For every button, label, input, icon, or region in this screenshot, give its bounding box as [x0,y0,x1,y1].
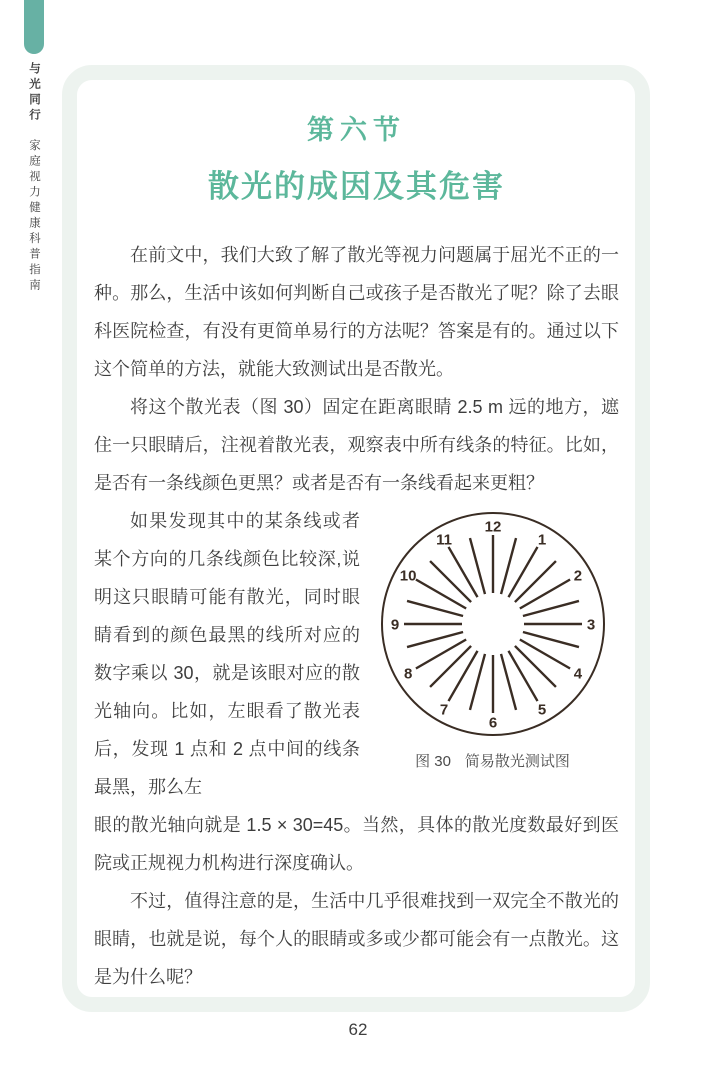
svg-text:4: 4 [573,665,582,683]
svg-text:9: 9 [390,616,399,634]
page-number: 62 [348,1020,368,1039]
svg-text:8: 8 [403,665,412,683]
paragraph-2: 将这个散光表（图 30）固定在距离眼睛 2.5 m 远的地方，遮住一只眼睛后，注视着散光表，观察表中所有线条的特征。比如，是否有一条线颜色更黑？或者是否有一条线看起来更粗？ [94,397,619,493]
text-and-figure-row [94,502,619,806]
svg-text:2: 2 [573,567,582,585]
spine-series-title: 与光同行 [28,62,40,124]
figure-30 [366,502,619,772]
svg-text:12: 12 [484,518,501,536]
paragraph-4: 不过，值得注意的是，生活中几乎很难找到一双完全不散光的眼睛，也就是说，每个人的眼睛或多或少都可能会有一点散光。这是为什么呢？ [94,891,619,987]
svg-text:7: 7 [439,701,448,719]
section-header [94,108,619,206]
astigmatism-dial-diagram [373,506,613,742]
section-label: 第六节 [307,115,406,145]
section-title: 散光的成因及其危害 [208,169,505,204]
spine [23,62,45,294]
astigmatism-dial-icon [373,506,613,742]
body-text [94,236,619,996]
page-content [77,80,635,997]
figure-caption-label: 图 30 [415,753,451,770]
figure-caption [366,752,619,772]
page-frame [62,65,650,1012]
paragraph-3-beside-figure: 如果发现其中的某条线或者某个方向的几条线颜色比较深,说明这只眼睛可能有散光，同时眼睛看到的颜色最黑的线所对应的数字乘以 30，就是该眼对应的散光轴向。比如，左眼看了散光表后，发现 1 点和 2 点中间的线条最黑，那么左 [94,511,360,797]
spine-color-tab [24,0,44,54]
svg-text:3: 3 [586,616,595,634]
paragraph-3-continued: 眼的散光轴向就是 1.5 × 30=45。当然，具体的散光度数最好到医院或正规视力机构进行深度确认。 [94,815,619,873]
paragraph-3-column [94,502,360,806]
svg-text:10: 10 [399,567,416,585]
svg-text:6: 6 [488,714,497,732]
paragraph-1: 在前文中，我们大致了解了散光等视力问题属于屈光不正的一种。那么，生活中该如何判断自己或孩子是否散光了呢？除了去眼科医院检查，有没有更简单易行的方法呢？答案是有的。通过以下这个简单的方法，就能大致测试出是否散光。 [94,245,619,379]
svg-text:1: 1 [537,531,546,549]
figure-caption-title: 简易散光测试图 [464,753,570,770]
svg-text:5: 5 [537,701,546,719]
svg-text:11: 11 [435,531,452,549]
spine-book-title: 家庭视力健康科普指南 [28,139,40,294]
